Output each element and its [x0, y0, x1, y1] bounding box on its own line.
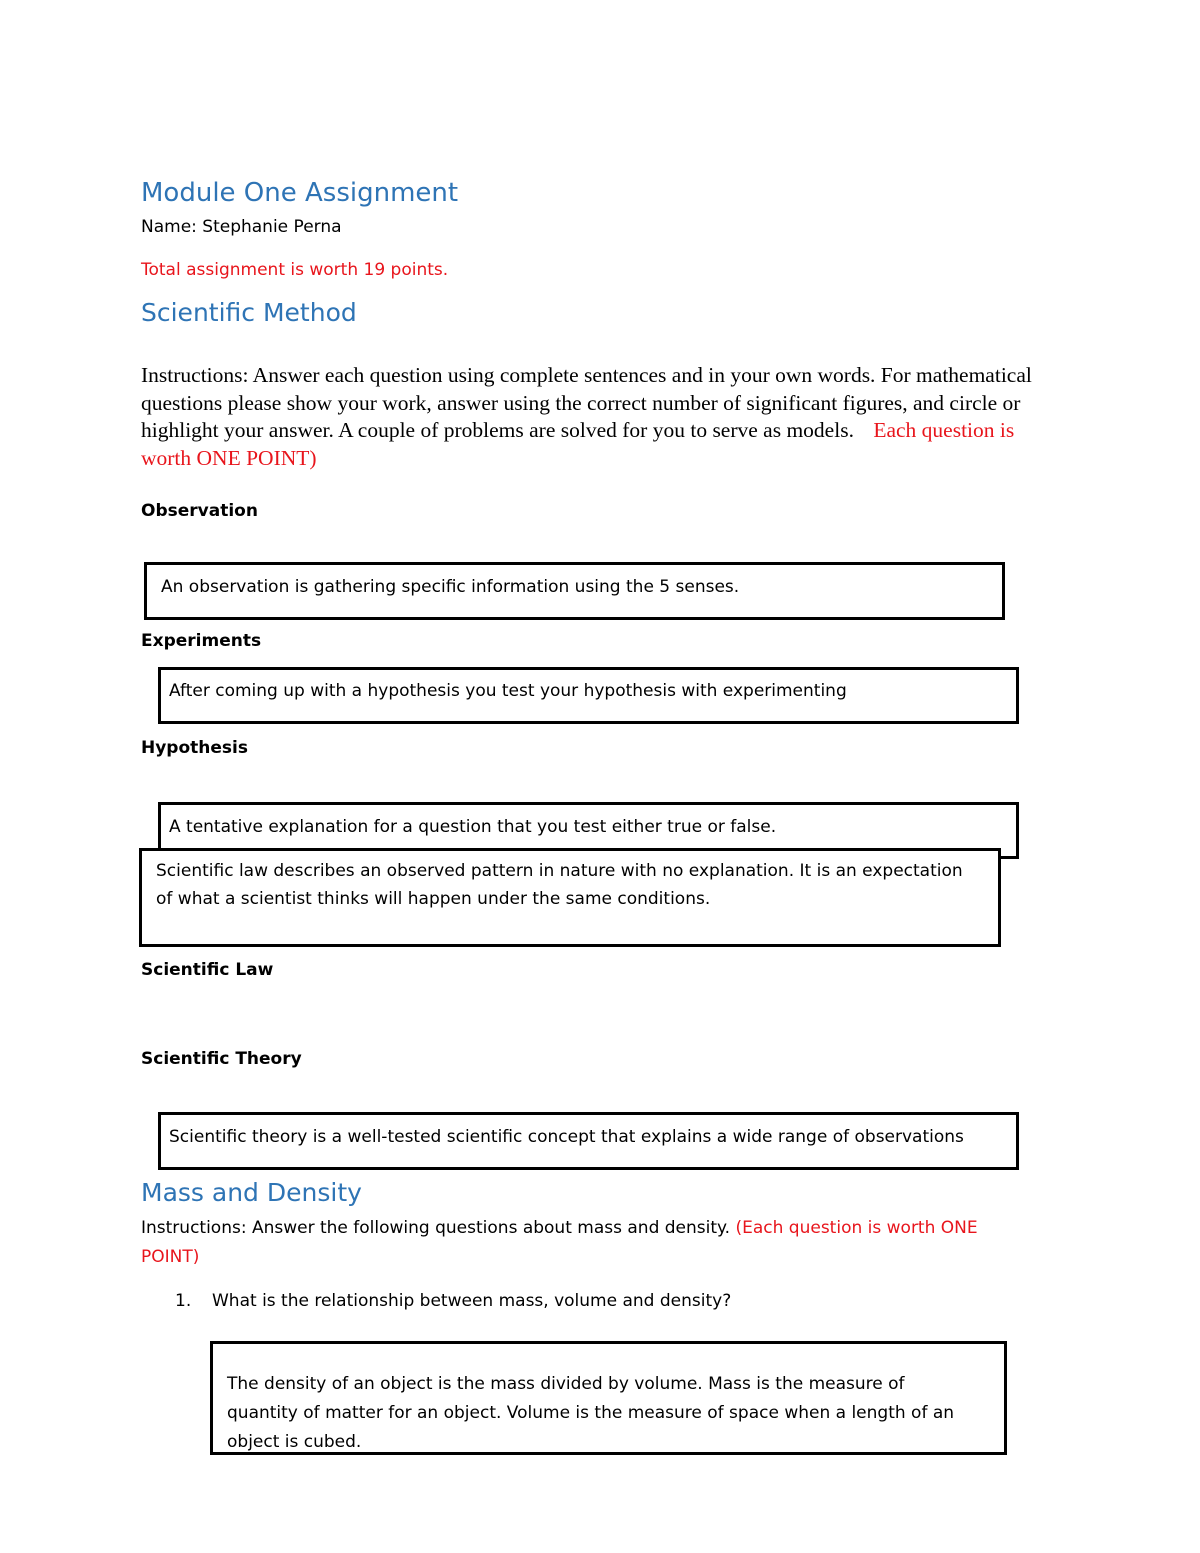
observation-label: Observation [141, 501, 258, 521]
observation-answer-box[interactable] [144, 562, 1005, 620]
scientific-law-answer: Scientific law describes an observed pattern in nature with no explanation. It is an expectation of what a scientist thinks will happen under the same conditions. [156, 861, 963, 909]
experiments-label: Experiments [141, 631, 262, 651]
experiments-answer: After coming up with a hypothesis you test your hypothesis with experimenting [169, 681, 847, 701]
mass-density-instructions-text: Instructions: Answer the following questions about mass and density. [141, 1218, 731, 1238]
mass-density-points-note: (Each question is worth ONE POINT) [141, 1218, 978, 1267]
section-heading-mass-density: Mass and Density [141, 1178, 362, 1207]
scientific-law-answer-box[interactable] [139, 848, 1001, 947]
question-1-answer: The density of an object is the mass divided by volume. Mass is the measure of quantity of matter for an object. Volume is the measure of space when a length of an object is cubed. [227, 1374, 955, 1452]
total-points-note: Total assignment is worth 19 points. [141, 260, 449, 280]
page-title: Module One Assignment [141, 178, 459, 208]
instructions-points-note: Each question is worth ONE POINT) [141, 418, 1015, 470]
question-1-number: 1. [175, 1291, 192, 1311]
scientific-method-instructions [141, 362, 1061, 472]
student-name: Name: Stephanie Perna [141, 217, 342, 237]
instructions-text: Instructions: Answer each question using complete sentences and in your own words. For mathematical questions please show your work, answer using the correct number of significant figures, and circle or highlight your answer. A couple of problems are solved for you to serve as models. [141, 363, 1032, 442]
question-1-text: What is the relationship between mass, volume and density? [212, 1291, 732, 1311]
scientific-theory-label: Scientific Theory [141, 1049, 302, 1069]
scientific-theory-answer: Scientific theory is a well-tested scientific concept that explains a wide range of observations [169, 1127, 964, 1147]
question-1-answer-box[interactable] [210, 1341, 1007, 1455]
section-heading-scientific-method: Scientific Method [141, 298, 357, 327]
observation-answer: An observation is gathering specific information using the 5 senses. [161, 577, 740, 597]
hypothesis-label: Hypothesis [141, 738, 248, 758]
hypothesis-answer: A tentative explanation for a question that you test either true or false. [169, 817, 777, 837]
mass-density-instructions [141, 1214, 1021, 1272]
scientific-theory-answer-box[interactable] [158, 1112, 1019, 1170]
scientific-law-label: Scientific Law [141, 960, 274, 980]
experiments-answer-box[interactable] [158, 667, 1019, 724]
